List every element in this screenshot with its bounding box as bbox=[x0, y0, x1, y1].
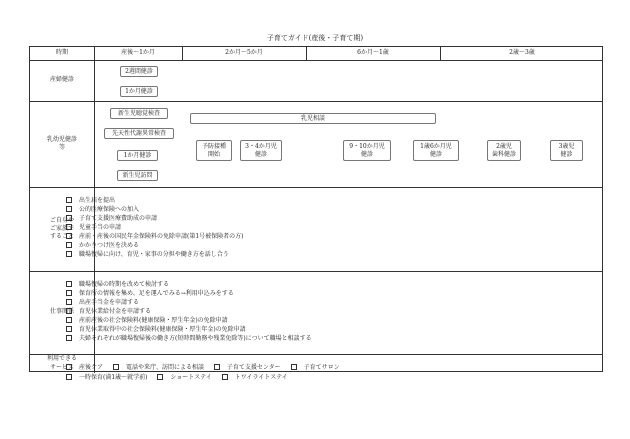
checkup-2week-box: 2週間健診 bbox=[120, 66, 158, 77]
checkbox-icon[interactable] bbox=[66, 308, 72, 314]
metabolic-screening-box: 先天性代謝異常検査 bbox=[104, 128, 174, 139]
checkbox-icon[interactable] bbox=[66, 215, 72, 221]
box-line: 2歳児 bbox=[496, 142, 512, 150]
checkbox-icon[interactable] bbox=[113, 364, 119, 370]
service-text: 子育て支援センター bbox=[226, 364, 281, 371]
row-label-line: ご家族で bbox=[49, 224, 74, 232]
checklist-text: 子育て支援医療費助成の申請 bbox=[79, 215, 158, 222]
checkbox-icon[interactable] bbox=[66, 290, 72, 296]
box-line: 開始 bbox=[207, 150, 220, 158]
box-line: 健診 bbox=[254, 150, 267, 158]
checklist-item[interactable] bbox=[66, 280, 312, 289]
box-line: 健診 bbox=[560, 150, 573, 158]
box-line: 歯科健診 bbox=[491, 150, 516, 158]
period-2m-5m: 2か月～5か月 bbox=[225, 49, 263, 57]
row-divider bbox=[30, 101, 602, 102]
checklist-item[interactable] bbox=[66, 250, 244, 259]
row-label-line: ご自身や bbox=[49, 216, 74, 224]
row-label-infant bbox=[30, 101, 94, 187]
checkup-1month-box: 1か月健診 bbox=[120, 86, 158, 97]
box-line: 3・4か月児 bbox=[245, 142, 277, 150]
box-line: 予防接種 bbox=[201, 142, 226, 150]
box-line: 健診 bbox=[429, 150, 442, 158]
checkup-3year-box bbox=[550, 140, 583, 161]
checkbox-icon[interactable] bbox=[66, 317, 72, 323]
service-item[interactable] bbox=[113, 364, 204, 371]
checkup-3-4month-box bbox=[240, 140, 282, 161]
service-text: 産後ケア bbox=[79, 364, 104, 371]
checklist-text: 出産手当金を申請する bbox=[79, 299, 140, 306]
dental-checkup-2year-box bbox=[487, 140, 521, 161]
checkbox-icon[interactable] bbox=[66, 197, 72, 203]
checklist-item[interactable] bbox=[66, 334, 312, 343]
checklist-item[interactable] bbox=[66, 241, 244, 250]
row-label-line: 乳幼児健診 bbox=[46, 135, 77, 143]
checklist-text: 育児休業取得中の社会保険料(健康保険・厚生年金)の免除申請 bbox=[79, 326, 246, 333]
checklist-text: 育児休業給付金を申請する bbox=[79, 308, 152, 315]
checkbox-icon[interactable] bbox=[66, 233, 72, 239]
checklist-text: 公的医療保険への加入 bbox=[79, 206, 140, 213]
row-label-line: すること bbox=[49, 233, 74, 241]
checkbox-icon[interactable] bbox=[66, 206, 72, 212]
box-line: 1歳6か月児 bbox=[420, 142, 452, 150]
newborn-visit-box: 新生児訪問 bbox=[117, 170, 158, 181]
vaccination-start-box bbox=[196, 140, 232, 161]
one-month-checkup-box: 1か月健診 bbox=[117, 150, 158, 161]
checkbox-icon[interactable] bbox=[157, 374, 163, 380]
box-line: 9・10か月児 bbox=[349, 142, 385, 150]
page-title: 子育てガイド(産後・子育て期) bbox=[266, 34, 364, 42]
service-text: 電話や来庁、訪問による相談 bbox=[125, 364, 204, 371]
checklist-item[interactable] bbox=[66, 298, 312, 307]
box-line: 健診 bbox=[360, 150, 373, 158]
checklist-item[interactable] bbox=[66, 214, 244, 223]
checkbox-icon[interactable] bbox=[222, 374, 228, 380]
checklist-item[interactable] bbox=[66, 205, 244, 214]
row-label-line: サービス bbox=[49, 363, 74, 371]
service-item[interactable] bbox=[222, 374, 288, 381]
service-text: トワイライトステイ bbox=[234, 374, 288, 381]
box-line: 3歳児 bbox=[558, 142, 575, 150]
checkbox-icon[interactable] bbox=[66, 224, 72, 230]
checkup-9-10month-box bbox=[343, 140, 391, 161]
service-item[interactable] bbox=[214, 364, 281, 371]
checklist-text: 産前産後の社会保険料(健康保険・厚生年金)の免除申請 bbox=[79, 317, 228, 324]
checkbox-icon[interactable] bbox=[66, 299, 72, 305]
checkbox-icon[interactable] bbox=[291, 364, 297, 370]
checklist-item[interactable] bbox=[66, 196, 244, 205]
row-divider bbox=[30, 271, 602, 272]
checkbox-icon[interactable] bbox=[66, 251, 72, 257]
checklist-item[interactable] bbox=[66, 307, 312, 316]
checklist-item[interactable] bbox=[66, 316, 312, 325]
checklist-text: 職場復帰の時期を改めて検討する bbox=[79, 281, 170, 288]
checklist-item[interactable] bbox=[66, 289, 312, 298]
period-6m-1y: 6か月～1歳 bbox=[357, 49, 389, 57]
checklist-text: 保育所の情報を集め、足を運んでみる→利用申込みをする bbox=[79, 290, 234, 297]
row-divider bbox=[30, 187, 602, 188]
family-checklist bbox=[66, 196, 244, 259]
checklist-text: かかりつけ医を決める bbox=[79, 242, 140, 249]
checklist-text: 職場復帰に向け、育児・家事の分担や働き方を話し合う bbox=[79, 251, 229, 258]
checklist-item[interactable] bbox=[66, 232, 244, 241]
row-divider bbox=[30, 354, 602, 355]
checklist-item[interactable] bbox=[66, 223, 244, 232]
service-text: 一時保育(満1歳～就学前) bbox=[79, 374, 148, 381]
row-divider bbox=[30, 60, 602, 61]
period-header-label: 時期 bbox=[55, 49, 68, 57]
checkbox-icon[interactable] bbox=[66, 326, 72, 332]
row-label-work: 仕事関係 bbox=[49, 308, 74, 316]
service-text: ショートステイ bbox=[170, 374, 212, 381]
checkbox-icon[interactable] bbox=[66, 335, 72, 341]
checklist-item[interactable] bbox=[66, 325, 312, 334]
row-label-line: 等 bbox=[58, 144, 65, 151]
checklist-text: 産前・産後の国民年金保険料の免除申請(第1号被保険者の方) bbox=[79, 233, 244, 240]
infant-consult-box: 乳児相談 bbox=[190, 113, 436, 124]
service-item[interactable] bbox=[157, 374, 211, 381]
newborn-hearing-test-box: 新生児聴覚検査 bbox=[110, 108, 168, 119]
service-item[interactable] bbox=[66, 374, 148, 381]
checklist-text: 出生届を提出 bbox=[79, 197, 116, 204]
checklist-text: 児童手当の申請 bbox=[79, 224, 122, 231]
work-checklist bbox=[66, 280, 312, 343]
service-item[interactable] bbox=[291, 364, 340, 371]
checkbox-icon[interactable] bbox=[66, 364, 72, 370]
row-label-postpartum: 産婦健診 bbox=[49, 76, 74, 84]
services-line-1 bbox=[66, 363, 348, 372]
checkbox-icon[interactable] bbox=[214, 364, 220, 370]
period-postnatal-1m: 産後～1か月 bbox=[121, 49, 155, 57]
checkbox-icon[interactable] bbox=[66, 242, 72, 248]
services-line-2 bbox=[66, 373, 296, 382]
checkbox-icon[interactable] bbox=[66, 374, 72, 380]
row-label-line: 利用できる bbox=[46, 355, 77, 363]
checklist-text: 夫婦それぞれが職場復帰後の働き方(短時間勤務や残業免除等)について職場と相談する bbox=[79, 335, 312, 342]
service-text: 子育てサロン bbox=[303, 364, 340, 371]
checkup-18month-box bbox=[413, 140, 459, 161]
period-2y-3y: 2歳～3歳 bbox=[509, 49, 535, 57]
service-item[interactable] bbox=[66, 364, 103, 371]
checkbox-icon[interactable] bbox=[66, 281, 72, 287]
